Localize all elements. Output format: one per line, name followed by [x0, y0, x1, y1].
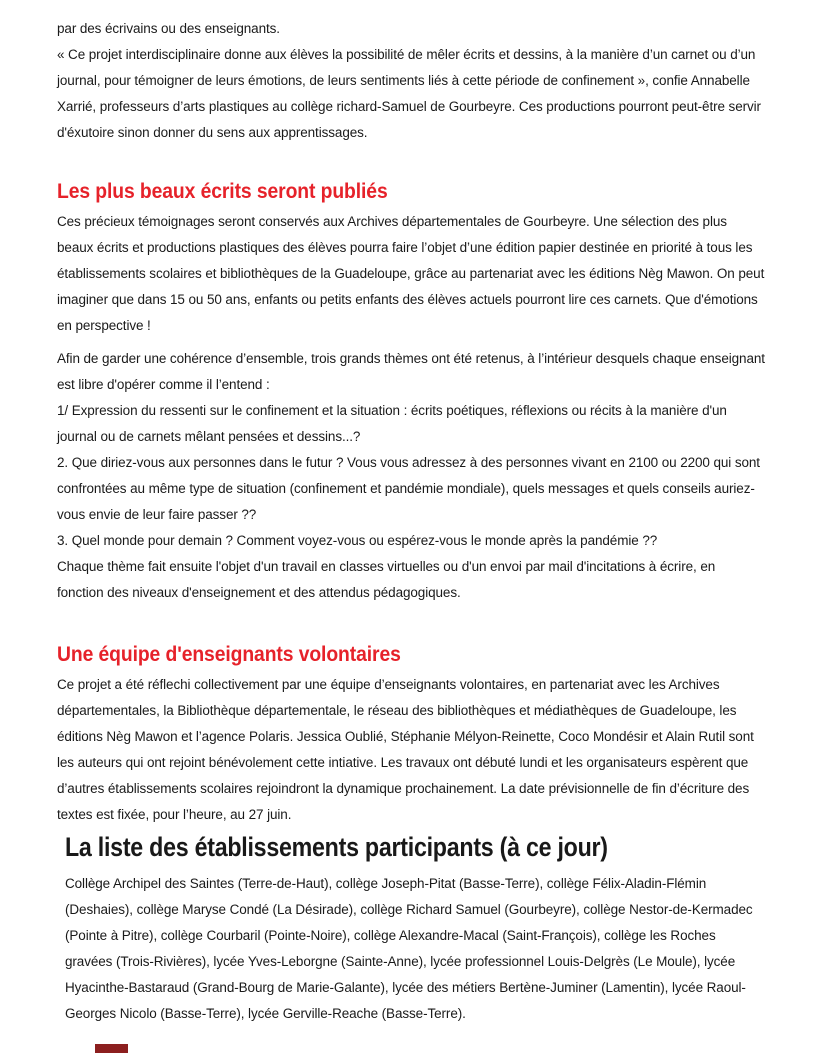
- theme-item-2: 2. Que diriez-vous aux personnes dans le futur ? Vous vous adressez à des personnes vivant en 2100 ou 2200 qui sont confrontées au même type de situation (confinement et pandémie mondiale), quels messages et quels conseils auriez-vous envie de leur faire passer ??: [57, 455, 760, 522]
- cut-off-red-element: [95, 1044, 128, 1053]
- paragraph-intro-fragment: par des écrivains ou des enseignants.: [57, 21, 280, 36]
- paragraph-themes: [57, 346, 765, 554]
- section-heading-participants: La liste des établissements participants (à ce jour): [65, 832, 608, 862]
- section-heading-team: Une équipe d'enseignants volontaires: [57, 643, 401, 666]
- paragraph-themes-outro: Chaque thème fait ensuite l'objet d'un travail en classes virtuelles ou d'un envoi par mail d'incitations à écrire, en fonction des niveaux d'enseignement et des attendus pédagogiques.: [57, 559, 716, 600]
- paragraph-participants: Collège Archipel des Saintes (Terre-de-Haut), collège Joseph-Pitat (Basse-Terre), collège Félix-Aladin-Flémin (Deshaies), collège Maryse Condé (La Désirade), collège Richard Samuel (Gourbeyre), collège Nestor-de-Kermadec (Pointe à Pitre), collège Courbaril (Pointe-Noire), collège Alexandre-Macal (Saint-François), collège les Roches gravées (Trois-Rivières), lycée Yves-Leborgne (Sainte-Anne), lycée professionnel Louis-Delgrès (Le Moule), lycée Hyacinthe-Bastaraud (Grand-Bourg de Marie-Galante), lycée des métiers Bertène-Juminer (Lamentin), lycée Raoul-Georges Nicolo (Basse-Terre), lycée Gerville-Reache (Basse-Terre).: [65, 876, 753, 1021]
- section-heading-published: Les plus beaux écrits seront publiés: [57, 180, 388, 203]
- paragraph-published: Ces précieux témoignages seront conservés aux Archives départementales de Gourbeyre. Une sélection des plus beaux écrits et productions plastiques des élèves pourra faire l’objet d’une édition papier destinée en priorité à tous les établissements scolaires et bibliothèques de la Guadeloupe, grâce au partenariat avec les éditions Nèg Mawon. On peut imaginer que dans 15 ou 50 ans, enfants ou petits enfants des élèves actuels pourront lire ces carnets. Que d'émotions en perspective !: [57, 214, 765, 333]
- themes-intro: Afin de garder une cohérence d’ensemble, trois grands thèmes ont été retenus, à l’intérieur desquels chaque enseignant est libre d'opérer comme il l’entend :: [57, 351, 765, 392]
- theme-item-1: 1/ Expression du ressenti sur le confinement et la situation : écrits poétiques, réflexions ou récits à la manière d'un journal ou de carnets mêlant pensées et dessins...?: [57, 403, 727, 444]
- paragraph-quote: « Ce projet interdisciplinaire donne aux élèves la possibilité de mêler écrits et dessins, à la manière d’un carnet ou d’un journal, pour témoigner de leurs émotions, de leurs sentiments liés à cette période de confinement », confie Annabelle Xarrié, professeurs d’arts plastiques au collège richard-Samuel de Gourbeyre. Ces productions pourront peut-être servir d'éxutoire sinon donner du sens aux apprentissages.: [57, 47, 761, 140]
- section-participants: [57, 830, 765, 1027]
- paragraph-team: Ce projet a été réflechi collectivement par une équipe d’enseignants volontaires, en partenariat avec les Archives départementales, la Bibliothèque départementale, le réseau des bibliothèques et médiathèques de Guadeloupe, les éditions Nèg Mawon et l’agence Polaris. Jessica Oublié, Stéphanie Mélyon-Reinette, Coco Mondésir et Alain Rutil sont les auteurs qui ont rejoint bénévolement cette intiative. Les travaux ont débuté lundi et les organisateurs espèrent que d’autres établissements scolaires rejoindront la dynamique prochainement. La date prévisionnelle de fin d’écriture des textes est fixée, pour l’heure, au 27 juin.: [57, 677, 754, 822]
- theme-item-3: 3. Quel monde pour demain ? Comment voyez-vous ou espérez-vous le monde après la pandémie ??: [57, 533, 658, 548]
